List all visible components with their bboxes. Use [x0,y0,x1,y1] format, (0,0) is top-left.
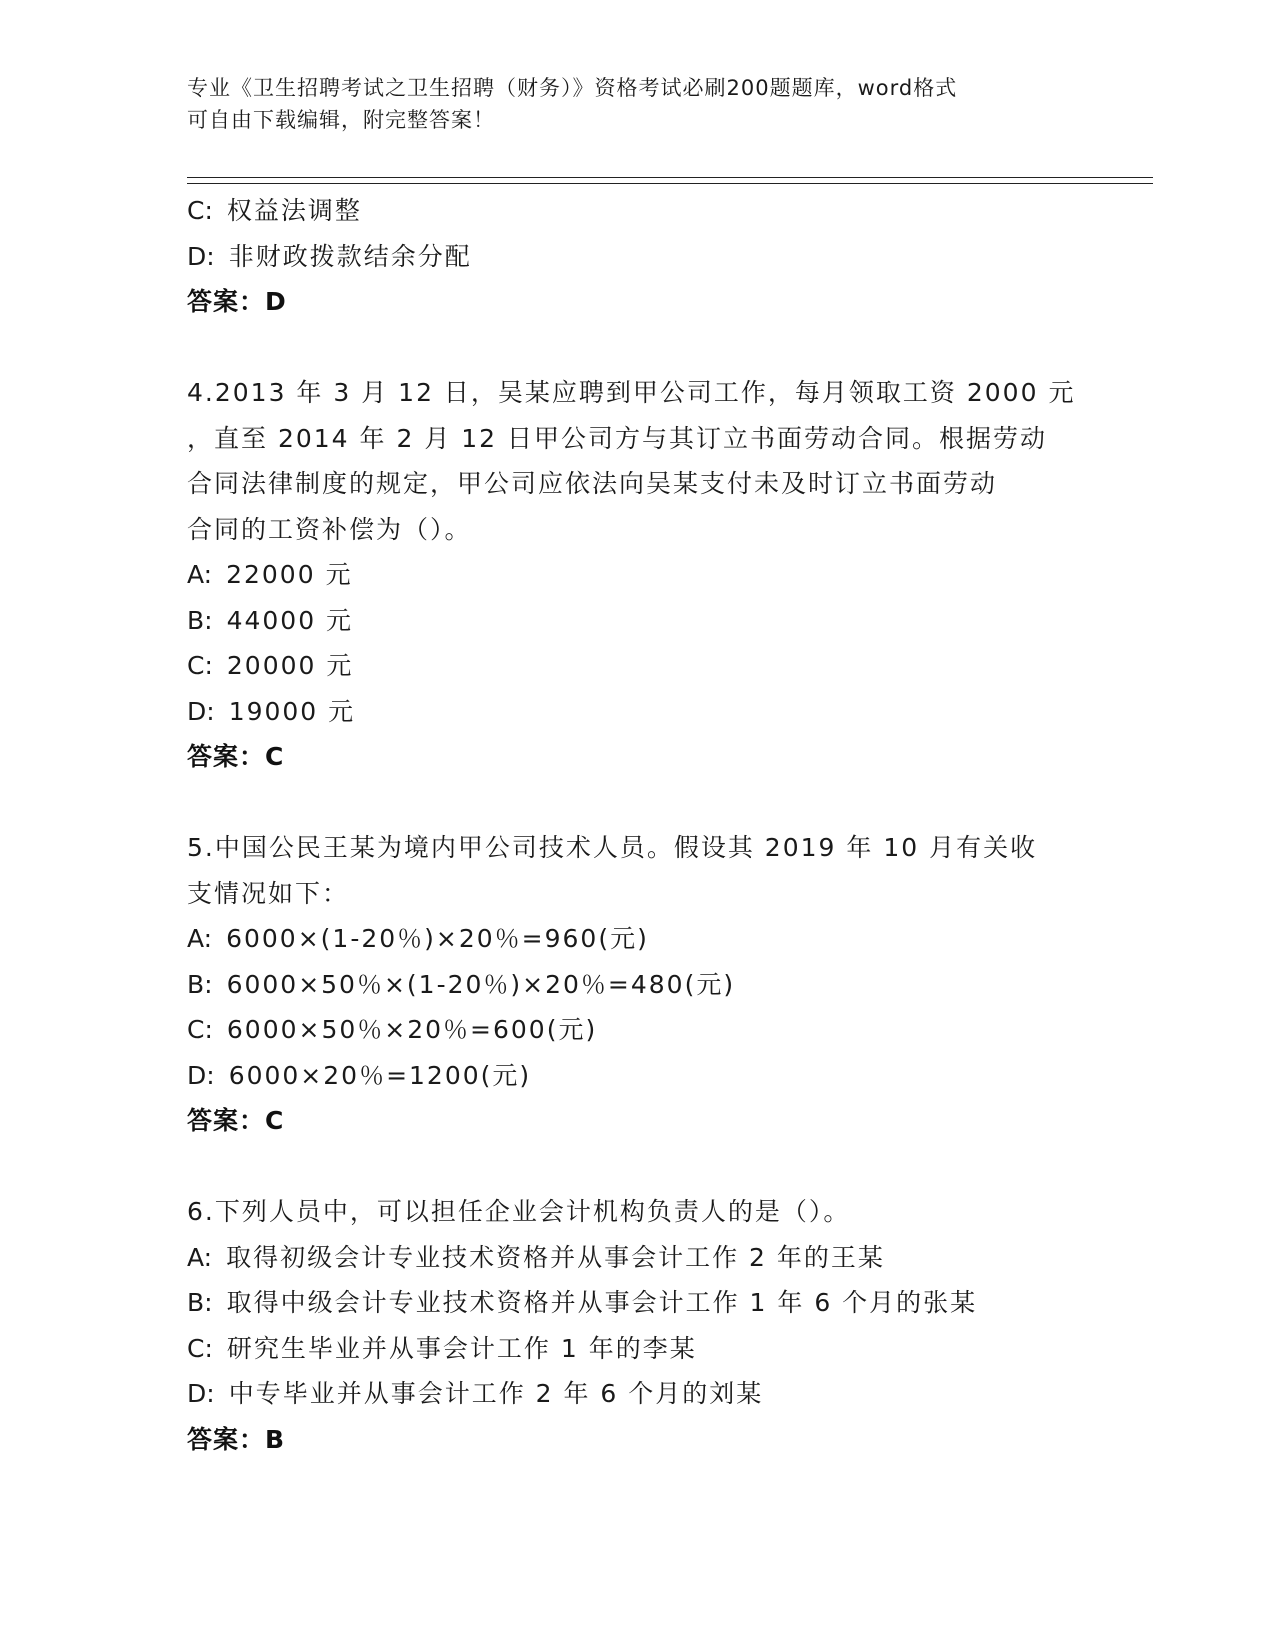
option-d [187,689,1067,735]
option-a [187,1235,1067,1281]
option-text: 6000×20％=1200(元) [228,1060,532,1090]
question-stem-line: ，直至 2014 年 2 月 12 日甲公司方与其订立书面劳动合同。根据劳动 [187,423,1048,453]
question-stem-line: 合同的工资补偿为（）。 [187,514,472,544]
header-title-line1: 专业《卫生招聘考试之卫生招聘（财务）》资格考试必刷200题题库，word格式 [187,76,958,100]
option-text: 6000×50％×20％=600(元) [226,1015,598,1044]
option-text: 44000 元 [226,605,354,635]
option-b [187,1280,1067,1326]
page-header [187,72,1067,136]
option-d [187,234,1067,280]
option-text: 22000 元 [226,560,353,589]
option-letter: C: [187,651,213,680]
option-letter: D: [187,1060,215,1090]
question-5 [187,825,1067,1144]
option-letter: B: [187,969,213,999]
option-c [187,1007,1067,1053]
option-text: 非财政拨款结余分配 [228,241,472,271]
option-text: 20000 元 [226,651,354,680]
option-text: 6000×50％×(1-20％)×20％=480(元) [226,969,736,999]
option-text: 取得中级会计专业技术资格并从事会计工作 1 年 6 个月的张某 [226,1288,978,1317]
option-c [187,188,1067,234]
option-b [187,962,1067,1008]
option-a [187,552,1067,598]
option-text: 研究生毕业并从事会计工作 1 年的李某 [226,1333,697,1363]
option-text: 取得初级会计专业技术资格并从事会计工作 2 年的王某 [226,1242,885,1272]
option-text: 权益法调整 [226,196,362,225]
option-letter: A: [187,1242,213,1272]
option-text: 中专毕业并从事会计工作 2 年 6 个月的刘某 [228,1379,764,1408]
question-stem-line: 合同法律制度的规定，甲公司应依法向吴某支付未及时订立书面劳动 [187,469,998,498]
option-text: 6000×(1-20％)×20％=960(元) [226,924,649,953]
option-text: 19000 元 [228,696,356,726]
option-letter: D: [187,696,215,726]
header-double-rule [187,177,1153,184]
question-stem-line: 4.2013 年 3 月 12 日，吴某应聘到甲公司工作，每月领取工资 2000 元 [187,378,1076,407]
answer-line: 答案：D [187,287,287,316]
option-d [187,1053,1067,1099]
option-letter: A: [187,560,213,589]
answer-line: 答案：C [187,742,285,771]
option-a [187,916,1067,962]
option-c [187,643,1067,689]
option-letter: D: [187,1379,215,1408]
question-4 [187,370,1076,780]
option-c [187,1326,1067,1372]
option-letter: C: [187,196,213,225]
question-stem-line: 支情况如下： [187,878,350,908]
question-stem-line: 6.下列人员中，可以担任企业会计机构负责人的是（）。 [187,1197,851,1226]
option-letter: A: [187,924,213,953]
option-letter: B: [187,1288,213,1317]
question-stem-line: 5.中国公民王某为境内甲公司技术人员。假设其 2019 年 10 月有关收 [187,833,1038,862]
question-6 [187,1189,1067,1462]
answer-line: 答案：C [187,1106,285,1135]
option-letter: C: [187,1015,213,1044]
option-letter: C: [187,1333,213,1363]
answer-line: 答案：B [187,1424,286,1454]
option-letter: B: [187,605,213,635]
option-letter: D: [187,241,215,271]
header-title-line2: 可自由下载编辑，附完整答案！ [187,108,495,132]
option-d [187,1371,1067,1417]
continued-question [187,188,1067,325]
option-b [187,598,1067,644]
document-body [187,188,1076,1462]
